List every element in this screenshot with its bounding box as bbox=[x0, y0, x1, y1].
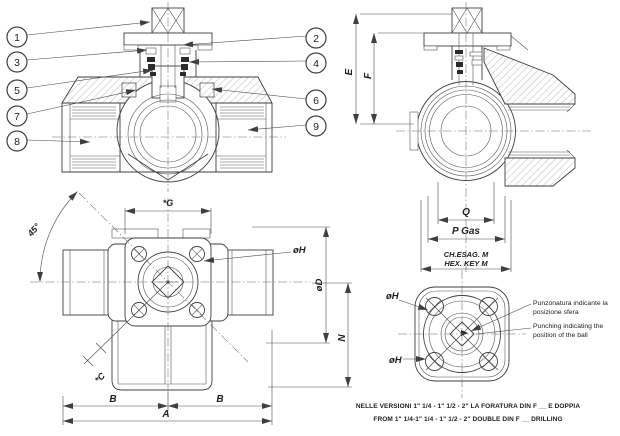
svg-text:2: 2 bbox=[313, 32, 319, 45]
balloon-2 bbox=[306, 28, 326, 48]
svg-text:Q: Q bbox=[462, 207, 470, 218]
svg-text:5: 5 bbox=[14, 84, 20, 97]
svg-text:6: 6 bbox=[313, 94, 319, 107]
flange-face-view bbox=[398, 270, 526, 398]
svg-text:B: B bbox=[109, 394, 117, 405]
svg-text:FROM 1" 1/4-1" 1/4 - 1" 1/2 -: FROM 1" 1/4-1" 1/4 - 1" 1/2 - 2" DOUBLE DIN F __ DRILLING bbox=[373, 416, 563, 423]
balloon-9 bbox=[306, 116, 326, 136]
svg-text:position of the ball: position of the ball bbox=[533, 332, 588, 339]
balloon-3 bbox=[7, 52, 27, 72]
svg-text:Punzonatura indicante la: Punzonatura indicante la bbox=[533, 300, 608, 307]
svg-text:F: F bbox=[363, 72, 374, 80]
balloon-1 bbox=[7, 27, 27, 47]
dim-n bbox=[268, 283, 352, 387]
svg-text:E: E bbox=[344, 68, 355, 76]
svg-text:NELLE VERSIONI 1" 1/4 - 1" 1/2: NELLE VERSIONI 1" 1/4 - 1" 1/2 - 2" LA FORATURA DIN F __ E DOPPIA bbox=[355, 403, 581, 410]
top-view bbox=[30, 193, 310, 398]
svg-text:CH.ESAG. M: CH.ESAG. M bbox=[443, 250, 489, 259]
svg-text:*G: *G bbox=[162, 198, 174, 208]
balloon-7 bbox=[7, 106, 27, 126]
front-section-view bbox=[52, 2, 286, 192]
svg-text:8: 8 bbox=[14, 135, 20, 148]
svg-text:45°: 45° bbox=[25, 221, 43, 239]
svg-text:7: 7 bbox=[14, 110, 20, 123]
svg-text:4: 4 bbox=[313, 57, 319, 70]
svg-text:Punching indicating the: Punching indicating the bbox=[533, 323, 604, 330]
svg-text:A: A bbox=[162, 409, 170, 420]
svg-text:HEX. KEY M: HEX. KEY M bbox=[444, 259, 488, 268]
svg-text:øH: øH bbox=[293, 245, 306, 256]
svg-text:øH: øH bbox=[386, 291, 399, 302]
balloon-5 bbox=[7, 80, 27, 100]
svg-text:1: 1 bbox=[14, 31, 20, 44]
svg-text:B: B bbox=[216, 394, 224, 405]
svg-text:øH: øH bbox=[389, 355, 402, 366]
balloon-4 bbox=[306, 53, 326, 73]
svg-text:N: N bbox=[337, 334, 348, 342]
svg-text:P Gas: P Gas bbox=[452, 226, 480, 237]
dim-f bbox=[363, 33, 424, 124]
footer-notes bbox=[356, 403, 580, 423]
balloon-6 bbox=[306, 90, 326, 110]
svg-text:3: 3 bbox=[14, 56, 20, 69]
svg-text:øD: øD bbox=[314, 278, 325, 292]
svg-text:*C: *C bbox=[92, 370, 107, 385]
dim-p-gas bbox=[428, 196, 505, 243]
balloon-8 bbox=[7, 131, 27, 151]
svg-text:posizione sfera: posizione sfera bbox=[533, 309, 579, 316]
side-section-view bbox=[396, 2, 592, 272]
svg-text:9: 9 bbox=[313, 120, 319, 133]
